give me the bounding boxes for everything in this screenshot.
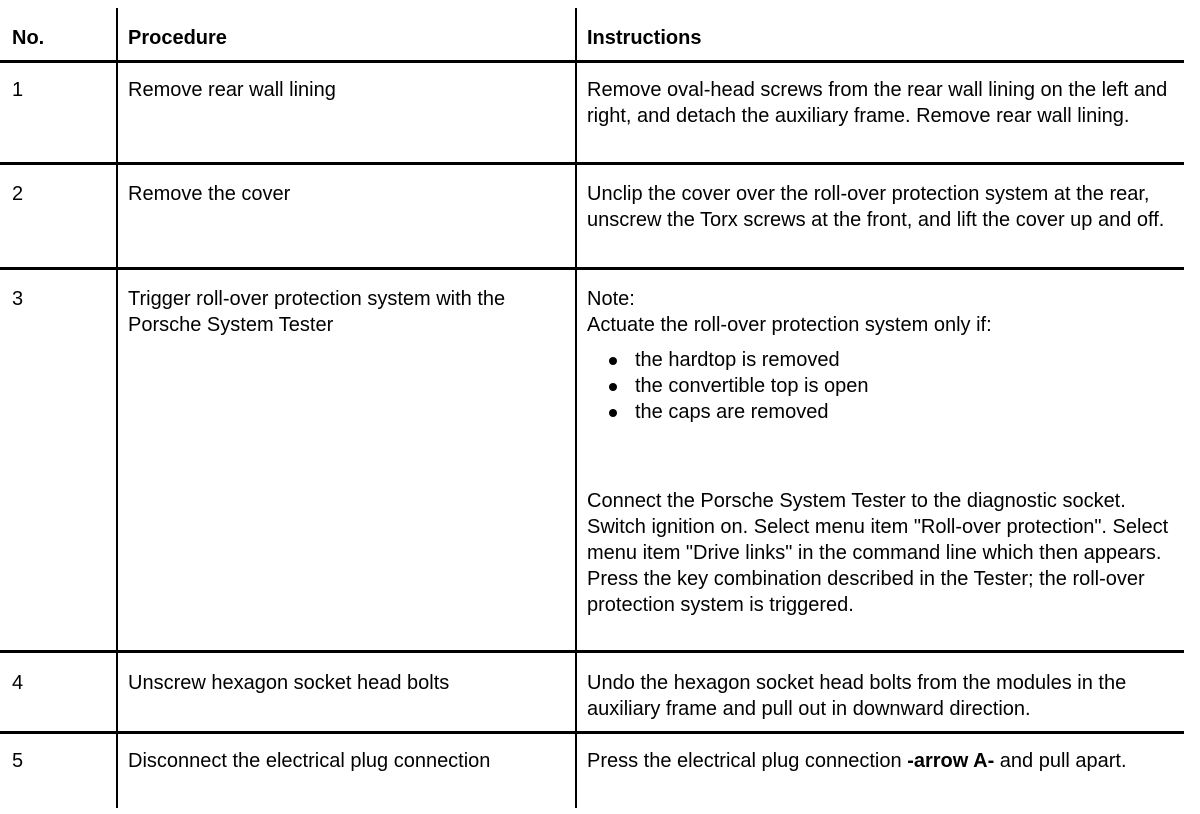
list-item: the convertible top is open bbox=[587, 373, 1177, 399]
row-divider-1 bbox=[0, 162, 1184, 165]
header-instructions: Instructions bbox=[587, 27, 702, 49]
row-4-no: 4 bbox=[12, 672, 24, 694]
row-divider-2 bbox=[0, 267, 1184, 270]
row-divider-3 bbox=[0, 650, 1184, 653]
row-2-procedure: Remove the cover bbox=[128, 183, 291, 205]
arrow-a-callout: -arrow A- bbox=[907, 750, 995, 772]
row-2-no: 2 bbox=[12, 183, 24, 205]
column-divider-2 bbox=[575, 8, 577, 808]
list-item: the caps are removed bbox=[587, 399, 1177, 425]
row-3-procedure: Trigger roll-over protection system with the Porsche System Tester bbox=[128, 288, 506, 336]
row-5-instructions-post: and pull apart. bbox=[994, 750, 1127, 772]
row-1-procedure: Remove rear wall lining bbox=[128, 79, 336, 101]
row-3-condition-list bbox=[587, 347, 1177, 425]
row-3-instructions: Connect the Porsche System Tester to the diagnostic socket. Switch ignition on. Select menu item "Roll-over protection". Select menu item "Drive links" in the command line which then appears. Press the key combination described in the Tester; the roll-over protection system is triggered. bbox=[587, 490, 1169, 616]
row-divider-4 bbox=[0, 731, 1184, 734]
row-3-no: 3 bbox=[12, 288, 24, 310]
row-5-instructions-pre: Press the electrical plug connection bbox=[587, 750, 908, 772]
header-no: No. bbox=[12, 27, 45, 49]
row-1-instructions: Remove oval-head screws from the rear wall lining on the left and right, and detach the auxiliary frame. Remove rear wall lining. bbox=[587, 79, 1168, 127]
row-5-instructions bbox=[587, 748, 1177, 774]
list-item: the hardtop is removed bbox=[587, 347, 1177, 373]
row-4-instructions: Undo the hexagon socket head bolts from the modules in the auxiliary frame and pull out in downward direction. bbox=[587, 672, 1127, 720]
row-3-note-block bbox=[587, 286, 1177, 425]
row-5-procedure: Disconnect the electrical plug connection bbox=[128, 750, 491, 772]
row-2-instructions: Unclip the cover over the roll-over protection system at the rear, unscrew the Torx screws at the front, and lift the cover up and off. bbox=[587, 183, 1165, 231]
row-4-procedure: Unscrew hexagon socket head bolts bbox=[128, 672, 450, 694]
header-underline bbox=[0, 60, 1184, 63]
row-3-note-label: Note: bbox=[587, 288, 635, 310]
row-1-no: 1 bbox=[12, 79, 24, 101]
row-5-no: 5 bbox=[12, 750, 24, 772]
column-divider-1 bbox=[116, 8, 118, 808]
header-procedure: Procedure bbox=[128, 27, 227, 49]
row-3-note-intro: Actuate the roll-over protection system only if: bbox=[587, 314, 992, 336]
